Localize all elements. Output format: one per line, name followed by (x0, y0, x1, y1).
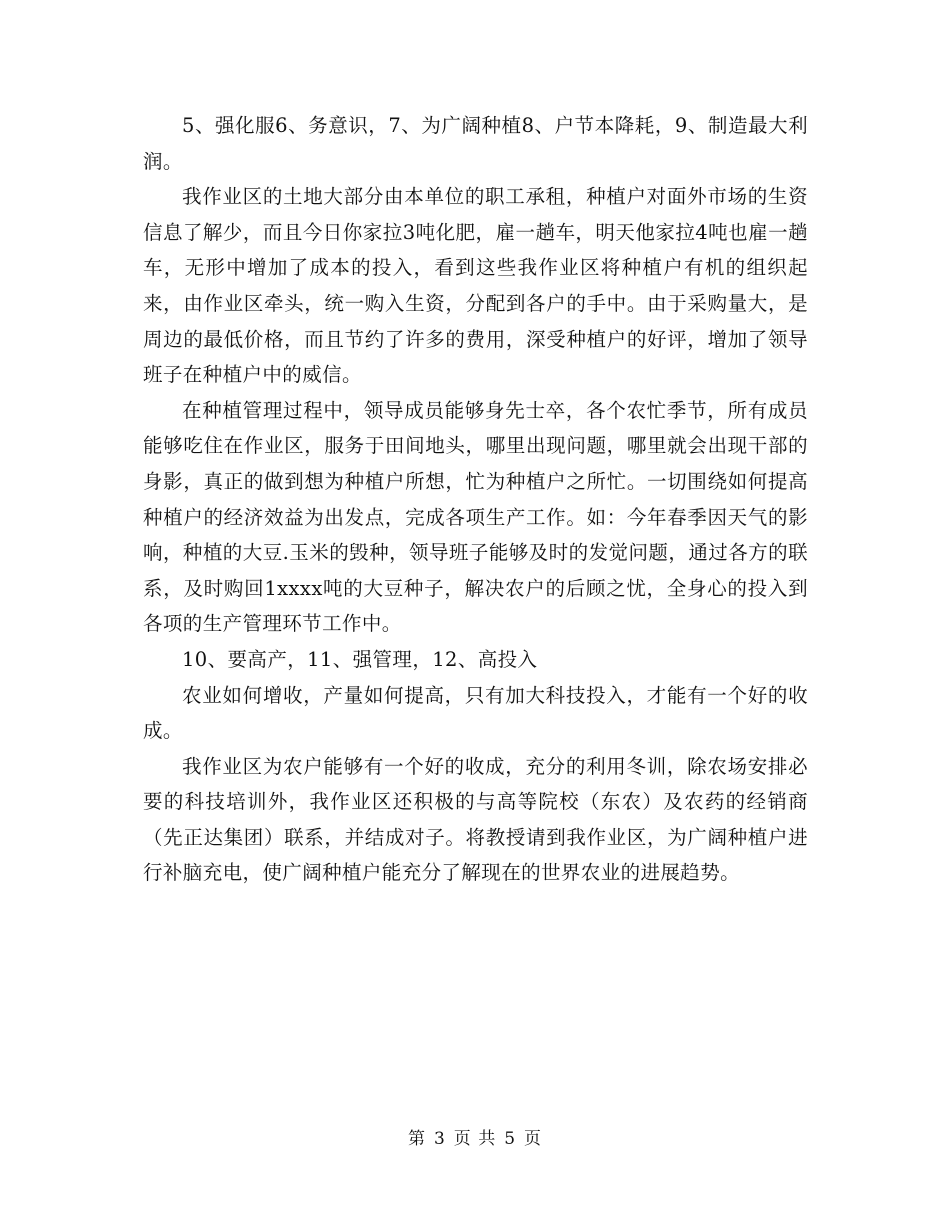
document-body (143, 108, 808, 891)
page-footer (0, 1124, 950, 1149)
paragraph-6: 我作业区为农户能够有一个好的收成，充分的利用冬训，除农场安排必要的科技培训外，我作业区还积极的与高等院校（东农）及农药的经销商（先正达集团）联系，并结成对子。将教授请到我作业区，为广阔种植户进行补脑充电，使广阔种植户能充分了解现在的世界农业的进展趋势。 (143, 754, 808, 885)
paragraph-1: 5、强化服6、务意识，7、为广阔种植8、户节本降耗，9、制造最大利润。 (143, 114, 808, 173)
footer-page-number: 3 (433, 1129, 446, 1149)
footer-prefix: 第 (407, 1129, 426, 1149)
footer-total-pages: 5 (504, 1129, 517, 1149)
paragraph-3: 在种植管理过程中，领导成员能够身先士卒，各个农忙季节，所有成员能够吃住在作业区，服务于田间地头，哪里出现问题，哪里就会出现干部的身影，真正的做到想为种植户所想，忙为种植户之所忙。一切围绕如何提高种植户的经济效益为出发点，完成各项生产工作。如：今年春季因天气的影响，种植的大豆.玉米的毁种，领导班子能够及时的发觉问题，通过各方的联系，及时购回1xxxx吨的大豆种子，解决农户的后顾之忧，全身心的投入到各项的生产管理环节工作中。 (143, 398, 808, 636)
paragraph-4: 10、要高产，11、强管理，12、高投入 (182, 647, 538, 671)
paragraph-5: 农业如何增收，产量如何提高，只有加大科技投入，才能有一个好的收成。 (143, 683, 808, 743)
footer-middle: 页 共 (453, 1129, 497, 1149)
footer-suffix: 页 (524, 1129, 543, 1149)
paragraph-2: 我作业区的土地大部分由本单位的职工承租，种植户对面外市场的生资信息了解少，而且今日你家拉3吨化肥，雇一趟车，明天他家拉4吨也雇一趟车，无形中增加了成本的投入，看到这些我作业区将种植户有机的组织起来，由作业区牵头，统一购入生资，分配到各户的手中。由于采购量大，是周边的最低价格，而且节约了许多的费用，深受种植户的好评，增加了领导班子在种植户中的威信。 (143, 185, 808, 387)
